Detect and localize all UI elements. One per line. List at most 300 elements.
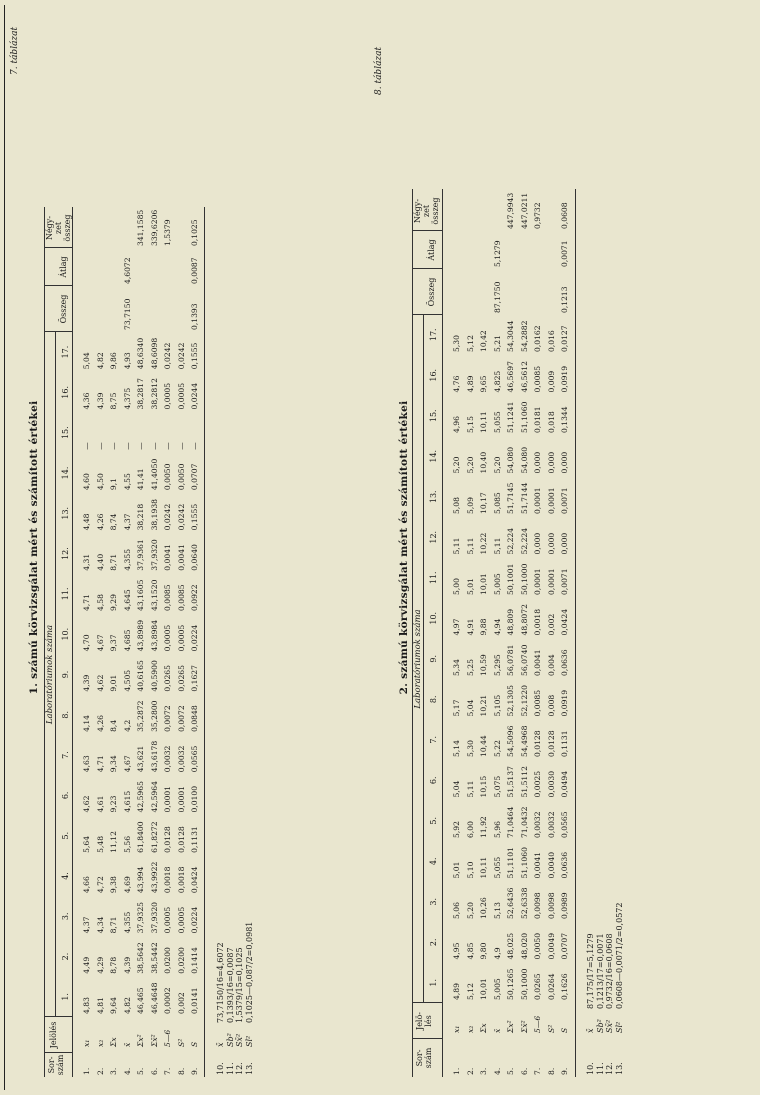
footer-number: 13. xyxy=(614,1062,624,1075)
data-cell: 9,37 xyxy=(109,634,118,652)
data-cell: 4,76 xyxy=(452,375,461,393)
header-atlag: Átlag xyxy=(427,239,436,261)
data-cell: 4,55 xyxy=(122,473,132,491)
footer-value: 0,1393/16=0,0087 xyxy=(225,947,235,1023)
data-cell: 5,34 xyxy=(452,659,461,676)
footer-number: 13. xyxy=(244,1062,254,1075)
osszeg-cell: 87,1750 xyxy=(492,281,502,313)
data-cell: 4,91 xyxy=(465,618,475,636)
data-cell: 0,1555 xyxy=(190,503,199,531)
data-cell: 4,48 xyxy=(82,513,91,531)
data-cell: 56,0781 xyxy=(506,644,515,676)
data-cell: 0,0128 xyxy=(176,826,186,853)
lab-number: 16. xyxy=(429,368,438,382)
data-cell: 4,39 xyxy=(82,674,91,692)
data-cell: 0,000 xyxy=(546,532,556,555)
data-cell: 38,1938 xyxy=(149,499,159,531)
lab-number: 5. xyxy=(429,816,438,825)
data-cell: 5,08 xyxy=(452,497,461,514)
data-cell: 0,0989 xyxy=(560,892,569,919)
lab-header: Laboratóriumok száma xyxy=(413,609,423,709)
data-cell: 8,71 xyxy=(109,916,118,934)
data-cell: 4,50 xyxy=(95,473,105,491)
data-cell: 9,34 xyxy=(109,755,118,773)
data-cell: 0,002 xyxy=(176,992,186,1014)
data-cell: 10,11 xyxy=(479,411,488,433)
footer-value: 0,0608—0,0071/2=0,0572 xyxy=(614,902,624,1009)
data-cell: 0,1414 xyxy=(190,947,199,974)
data-cell: 4,93 xyxy=(122,352,132,370)
data-cell: 0,016 xyxy=(546,330,556,352)
footer-number: 10. xyxy=(586,1062,595,1075)
data-cell: 0,0050 xyxy=(176,463,186,491)
data-cell: 5,04 xyxy=(465,699,475,717)
row-number: 9. xyxy=(560,1067,569,1075)
data-cell: 0,0242 xyxy=(163,503,172,531)
osszeg-cell: 0,1393 xyxy=(190,303,199,330)
data-cell: 0,1131 xyxy=(560,730,569,757)
data-cell: 4,72 xyxy=(95,876,105,894)
data-cell: 54,5096 xyxy=(506,725,515,757)
data-cell: 51,5137 xyxy=(506,766,515,798)
data-cell: 0,0224 xyxy=(190,906,199,934)
data-cell: 5,14 xyxy=(452,740,461,757)
data-cell: 0,0032 xyxy=(533,811,542,838)
data-cell: 0,0128 xyxy=(533,730,542,757)
data-cell: 10,11 xyxy=(479,856,488,879)
data-cell: 0,1626 xyxy=(560,973,569,1000)
data-cell: 43,1520 xyxy=(149,579,159,611)
data-cell: 0,008 xyxy=(546,694,556,717)
data-cell: 5,48 xyxy=(95,835,105,853)
data-cell: 9,86 xyxy=(109,352,118,370)
lab-number: 1. xyxy=(429,978,438,987)
header-negyzet: zet xyxy=(422,204,431,218)
lab-number: 11. xyxy=(61,587,70,601)
data-cell: 0,004 xyxy=(546,654,556,676)
data-cell: 46,465 xyxy=(136,987,145,1014)
data-cell: 0,0098 xyxy=(546,892,556,919)
data-cell: 52,1305 xyxy=(506,685,515,717)
data-cell: 5,11 xyxy=(452,537,461,555)
data-cell: 0,0128 xyxy=(546,730,556,757)
data-cell: 5,20 xyxy=(452,456,461,474)
data-cell: 0,0640 xyxy=(190,544,199,571)
data-cell: 4,81 xyxy=(95,997,105,1014)
table-1-title: 1. számú körvizsgálat mért és számított értékei xyxy=(28,400,40,695)
row-symbol: 5—6 xyxy=(533,1015,542,1033)
header-bottom-rule xyxy=(442,189,443,1077)
data-cell: 5,09 xyxy=(465,497,475,514)
negyzet-cell: 1,5379 xyxy=(163,219,172,246)
data-cell: 5,22 xyxy=(492,740,502,757)
data-cell: 0,0565 xyxy=(190,745,199,773)
data-cell: 40,6165 xyxy=(136,660,145,692)
data-cell: 6,00 xyxy=(465,821,475,838)
footer-symbol: Sb² xyxy=(225,1033,235,1047)
data-cell: 0,0025 xyxy=(533,770,542,798)
data-cell: 0,0032 xyxy=(163,745,172,773)
data-cell: 51,7145 xyxy=(506,482,515,514)
data-cell: 10,01 xyxy=(479,978,488,1000)
data-cell: 5,30 xyxy=(465,740,475,757)
data-cell: 4,375 xyxy=(122,387,132,410)
data-cell: 0,0001 xyxy=(546,487,556,514)
data-cell: 41,41 xyxy=(136,468,145,491)
data-cell: 51,1060 xyxy=(519,847,529,879)
data-cell: 0,0162 xyxy=(533,325,542,352)
data-cell: 0,0041 xyxy=(533,649,542,676)
data-cell: 0,0265 xyxy=(176,665,186,692)
data-cell: 10,01 xyxy=(479,573,488,595)
data-cell: 43,994 xyxy=(136,866,145,894)
data-cell: 4,14 xyxy=(82,714,91,732)
data-cell: 43,8984 xyxy=(149,619,159,652)
lab-number: 12. xyxy=(61,547,70,560)
lab-header: Laboratóriumok száma xyxy=(45,624,55,725)
data-cell: 41,4050 xyxy=(149,458,159,491)
data-cell: 8,78 xyxy=(109,956,118,974)
data-cell: 0,0041 xyxy=(533,851,542,879)
data-cell: 38,218 xyxy=(136,503,145,531)
data-cell: 5,30 xyxy=(452,335,461,352)
data-cell: 5,01 xyxy=(452,861,461,879)
row-symbol: S² xyxy=(176,1038,186,1047)
footer-symbol: Sl² xyxy=(614,1021,624,1033)
data-cell: 0,0244 xyxy=(190,382,199,410)
lab-number: 8. xyxy=(429,695,438,704)
data-cell: 0,1131 xyxy=(190,826,199,853)
data-cell: 5,15 xyxy=(465,416,475,433)
data-cell: 52,1220 xyxy=(519,685,529,717)
data-cell: 4,83 xyxy=(82,997,91,1014)
header-jeloles-1: Jelö- xyxy=(415,1011,424,1031)
data-cell: 0,0001 xyxy=(533,487,542,514)
footer-number: 11. xyxy=(225,1062,235,1075)
data-cell: 4,31 xyxy=(82,553,91,571)
lab-number: 2. xyxy=(429,938,438,947)
lab-number: 9. xyxy=(61,670,70,679)
data-cell: 4,96 xyxy=(452,416,461,433)
lab-number: 6. xyxy=(429,776,438,785)
data-cell: 0,0085 xyxy=(176,584,186,611)
data-cell: 4,36 xyxy=(82,392,91,410)
row-symbol: Σx̄² xyxy=(519,1020,529,1033)
data-cell: 0,000 xyxy=(533,451,542,474)
osszeg-cell: 73,7150 xyxy=(122,298,132,330)
data-cell: 4,355 xyxy=(122,911,132,934)
data-cell: 37,9320 xyxy=(149,902,159,934)
data-cell: 10,22 xyxy=(479,532,488,555)
lab-number: 12. xyxy=(429,530,438,544)
row-symbol: 5—6 xyxy=(163,1029,172,1047)
data-cell: 0,0098 xyxy=(533,892,542,919)
data-cell: 5,17 xyxy=(452,699,461,717)
header-bottom-rule xyxy=(72,207,73,1077)
data-cell: 0,0919 xyxy=(560,365,569,393)
data-cell: 4,26 xyxy=(95,513,105,531)
negyzet-cell: 339,6206 xyxy=(149,209,159,246)
data-cell: 0,0141 xyxy=(190,987,199,1014)
data-cell: 0,0265 xyxy=(163,665,172,692)
data-cell: 54,080 xyxy=(519,446,529,474)
row-number: 6. xyxy=(519,1067,529,1075)
data-cell: 38,5442 xyxy=(149,942,159,974)
data-cell: 0,0424 xyxy=(560,608,569,636)
row-symbol: Σx̄² xyxy=(149,1034,159,1047)
data-cell: 5,295 xyxy=(492,654,502,676)
lab-number: 1. xyxy=(61,993,70,1001)
row-symbol: S² xyxy=(546,1024,556,1033)
data-cell: 0,0072 xyxy=(176,705,186,732)
data-cell: 52,224 xyxy=(506,527,515,555)
data-cell: 4,505 xyxy=(122,669,132,692)
data-cell: — xyxy=(149,442,159,450)
data-cell: 10,59 xyxy=(479,654,488,676)
data-cell: 10,40 xyxy=(479,451,488,474)
data-cell: 0,0005 xyxy=(176,906,186,934)
data-cell: 0,000 xyxy=(560,451,569,474)
data-cell: 0,0085 xyxy=(533,365,542,393)
row-number: 5. xyxy=(136,1067,145,1075)
footer-value: 87,175/17=5,1279 xyxy=(586,933,595,1009)
data-cell: 8,71 xyxy=(109,553,118,571)
data-cell: 0,0919 xyxy=(560,689,569,717)
data-cell: — xyxy=(82,442,91,450)
row-number: 5. xyxy=(506,1067,515,1075)
data-cell: 11,12 xyxy=(109,831,118,853)
data-cell: 5,11 xyxy=(465,780,475,798)
data-cell: 51,1241 xyxy=(506,401,515,433)
data-cell: 4,9 xyxy=(492,947,502,960)
data-cell: 4,685 xyxy=(122,629,132,652)
data-cell: 46,4648 xyxy=(149,982,159,1014)
data-cell: 5,11 xyxy=(492,537,502,555)
header-sor: Sor- xyxy=(415,1049,424,1067)
data-cell: 38,5642 xyxy=(136,942,145,974)
data-cell: 48,6098 xyxy=(149,337,159,370)
data-cell: 4,40 xyxy=(95,553,105,571)
data-cell: 0,0005 xyxy=(176,382,186,410)
data-cell: 48,6340 xyxy=(136,337,145,370)
lab-number: 14. xyxy=(429,449,438,463)
data-cell: 0,0707 xyxy=(560,932,569,960)
data-cell: — xyxy=(95,442,105,450)
data-cell: 0,0018 xyxy=(176,866,186,894)
data-cell: 37,9325 xyxy=(136,902,145,934)
data-cell: 50,1000 xyxy=(519,968,529,1000)
data-cell: — xyxy=(163,442,172,450)
lab-number: 7. xyxy=(61,751,70,759)
data-cell: 4,39 xyxy=(122,956,132,974)
data-cell: 5,13 xyxy=(492,902,502,919)
data-cell: 54,4968 xyxy=(519,725,529,757)
osszeg-cell: 0,1213 xyxy=(560,286,569,313)
data-cell: 0,0922 xyxy=(190,584,199,611)
negyzet-cell: 341,1585 xyxy=(136,209,145,246)
data-cell: 0,0040 xyxy=(546,851,556,879)
row-symbol: x̄ xyxy=(122,1042,132,1047)
footer-symbol: Sx̄² xyxy=(235,1033,244,1047)
data-cell: 5,005 xyxy=(492,978,502,1000)
row-symbol: x₁ xyxy=(452,1025,461,1033)
row-number: 8. xyxy=(546,1067,556,1075)
header-negyzet: Négy- xyxy=(413,198,422,224)
lab-number: 15. xyxy=(61,426,70,440)
row-symbol: x₁ xyxy=(82,1039,91,1047)
data-cell: 10,15 xyxy=(479,775,488,798)
lab-number: 4. xyxy=(61,872,70,880)
lab-number: 17. xyxy=(61,345,70,359)
data-cell: 0,0264 xyxy=(546,973,556,1000)
data-cell: 4,62 xyxy=(82,795,91,813)
data-cell: 0,0494 xyxy=(560,770,569,798)
data-cell: 4,63 xyxy=(82,755,91,773)
row-number: 2. xyxy=(95,1067,105,1075)
data-cell: 5,92 xyxy=(452,821,461,838)
header-osszeg: Összeg xyxy=(427,277,436,307)
footer-value: 0,9732/16=0,0608 xyxy=(605,933,614,1009)
data-cell: 5,96 xyxy=(492,821,502,838)
data-cell: 0,0005 xyxy=(176,624,186,652)
data-cell: 9,1 xyxy=(109,478,118,491)
row-number: 3. xyxy=(109,1067,118,1075)
lab-header-rule xyxy=(423,315,424,1003)
footer-value: 1,5379/15=0,1025 xyxy=(235,947,244,1023)
data-cell: 4,60 xyxy=(82,473,91,491)
data-cell: 51,5112 xyxy=(519,766,529,798)
data-cell: 5,11 xyxy=(465,537,475,555)
data-cell: 0,0224 xyxy=(190,624,199,652)
data-cell: 0,0265 xyxy=(533,973,542,1000)
data-cell: 0,0072 xyxy=(163,705,172,732)
data-cell: 46,5612 xyxy=(519,361,529,393)
data-cell: 5,04 xyxy=(452,780,461,798)
data-cell: 4,29 xyxy=(95,956,105,974)
data-cell: 52,6436 xyxy=(506,887,515,919)
row-number: 2. xyxy=(465,1067,475,1075)
data-cell: 4,61 xyxy=(95,795,105,813)
row-symbol: Σx² xyxy=(506,1020,515,1033)
lab-number: 10. xyxy=(429,611,438,625)
data-cell: 0,0181 xyxy=(533,406,542,433)
data-cell: 0,1627 xyxy=(190,665,199,692)
data-cell: 0,0848 xyxy=(190,705,199,732)
data-cell: 5,64 xyxy=(82,835,91,853)
data-cell: 4,67 xyxy=(95,634,105,652)
lab-number: 9. xyxy=(429,654,438,663)
data-cell: 0,0242 xyxy=(176,503,186,531)
lab-number: 11. xyxy=(429,571,438,585)
data-cell: 38,2817 xyxy=(136,378,145,410)
data-cell: 0,0001 xyxy=(546,568,556,595)
header-atlag: Átlag xyxy=(59,256,68,278)
data-cell: 9,23 xyxy=(109,795,118,813)
data-cell: 4,66 xyxy=(82,876,91,894)
data-cell: 51,7144 xyxy=(519,482,529,514)
data-cell: 5,20 xyxy=(492,456,502,474)
row-number: 7. xyxy=(533,1067,542,1075)
data-cell: 4,82 xyxy=(122,997,132,1014)
row-symbol: x₂ xyxy=(465,1025,475,1033)
negyzet-cell: 447,0211 xyxy=(519,192,529,229)
data-cell: 4,70 xyxy=(82,634,91,652)
data-cell: 0,1344 xyxy=(560,406,569,433)
header-osszeg: Összeg xyxy=(59,294,68,324)
data-cell: 42,5965 xyxy=(136,781,145,813)
lab-number: 15. xyxy=(429,409,438,423)
data-cell: 5,12 xyxy=(465,983,475,1000)
footer-symbol: x̄ xyxy=(586,1028,595,1033)
atlag-cell: 0,0071 xyxy=(560,240,569,267)
data-cell: 4,94 xyxy=(492,618,502,636)
data-cell: 11,92 xyxy=(479,816,488,838)
data-cell: — xyxy=(122,442,132,450)
data-cell: 43,9922 xyxy=(149,861,159,894)
row-symbol: Σx² xyxy=(136,1034,145,1047)
data-cell: 4,49 xyxy=(82,956,91,974)
data-cell: 4,355 xyxy=(122,548,132,571)
header-jeloles-2: lés xyxy=(424,1015,433,1027)
data-cell: 71,0432 xyxy=(519,806,529,838)
data-cell: 46,5697 xyxy=(506,361,515,393)
data-cell: 0,0002 xyxy=(163,987,172,1014)
data-cell: 50,1001 xyxy=(506,563,515,595)
data-cell: 0,0030 xyxy=(546,770,556,798)
data-cell: 0,0242 xyxy=(176,342,186,370)
lab-number: 3. xyxy=(61,912,70,921)
data-cell: 5,10 xyxy=(465,861,475,879)
footer-symbol: Sx̄² xyxy=(605,1019,614,1033)
data-cell: 0,0071 xyxy=(560,568,569,595)
data-cell: 8,4 xyxy=(109,719,118,732)
data-cell: — xyxy=(176,442,186,450)
data-cell: 54,2882 xyxy=(519,320,529,352)
data-cell: 9,65 xyxy=(479,375,488,393)
data-cell: 0,0005 xyxy=(163,906,172,934)
row-number: 3. xyxy=(479,1067,488,1075)
data-cell: 52,224 xyxy=(519,527,529,555)
atlag-cell: 5,1279 xyxy=(492,240,502,267)
lab-header-rule xyxy=(55,332,56,1017)
data-cell: 4,97 xyxy=(452,618,461,636)
data-cell: 10,44 xyxy=(479,735,488,757)
data-cell: 48,8072 xyxy=(519,604,529,636)
data-cell: 9,01 xyxy=(109,674,118,692)
row-symbol: Σx xyxy=(109,1037,118,1047)
row-symbol: x̄ xyxy=(492,1028,502,1033)
lab-number: 2. xyxy=(61,952,70,961)
lab-number: 6. xyxy=(61,791,70,800)
data-cell: 9,29 xyxy=(109,594,118,611)
data-cell: 4,39 xyxy=(95,392,105,410)
data-cell: 0,0041 xyxy=(163,544,172,571)
data-cell: 10,17 xyxy=(479,492,488,514)
negyzet-cell: 0,9732 xyxy=(533,202,542,229)
data-cell: 71,0464 xyxy=(506,806,515,838)
data-cell: 0,0001 xyxy=(533,568,542,595)
footer-symbol: Sl² xyxy=(244,1035,254,1047)
row-number: 1. xyxy=(82,1067,91,1075)
data-cell: 40,5900 xyxy=(149,660,159,692)
lab-number: 13. xyxy=(429,490,438,504)
data-cell: 4,26 xyxy=(95,714,105,732)
data-cell: 48,809 xyxy=(506,608,515,636)
data-cell: 5,25 xyxy=(465,659,475,676)
footer-value: 0,1025—0,087/2=0,0981 xyxy=(244,921,254,1023)
data-cell: 5,00 xyxy=(452,578,461,595)
data-cell: 4,825 xyxy=(492,370,502,393)
